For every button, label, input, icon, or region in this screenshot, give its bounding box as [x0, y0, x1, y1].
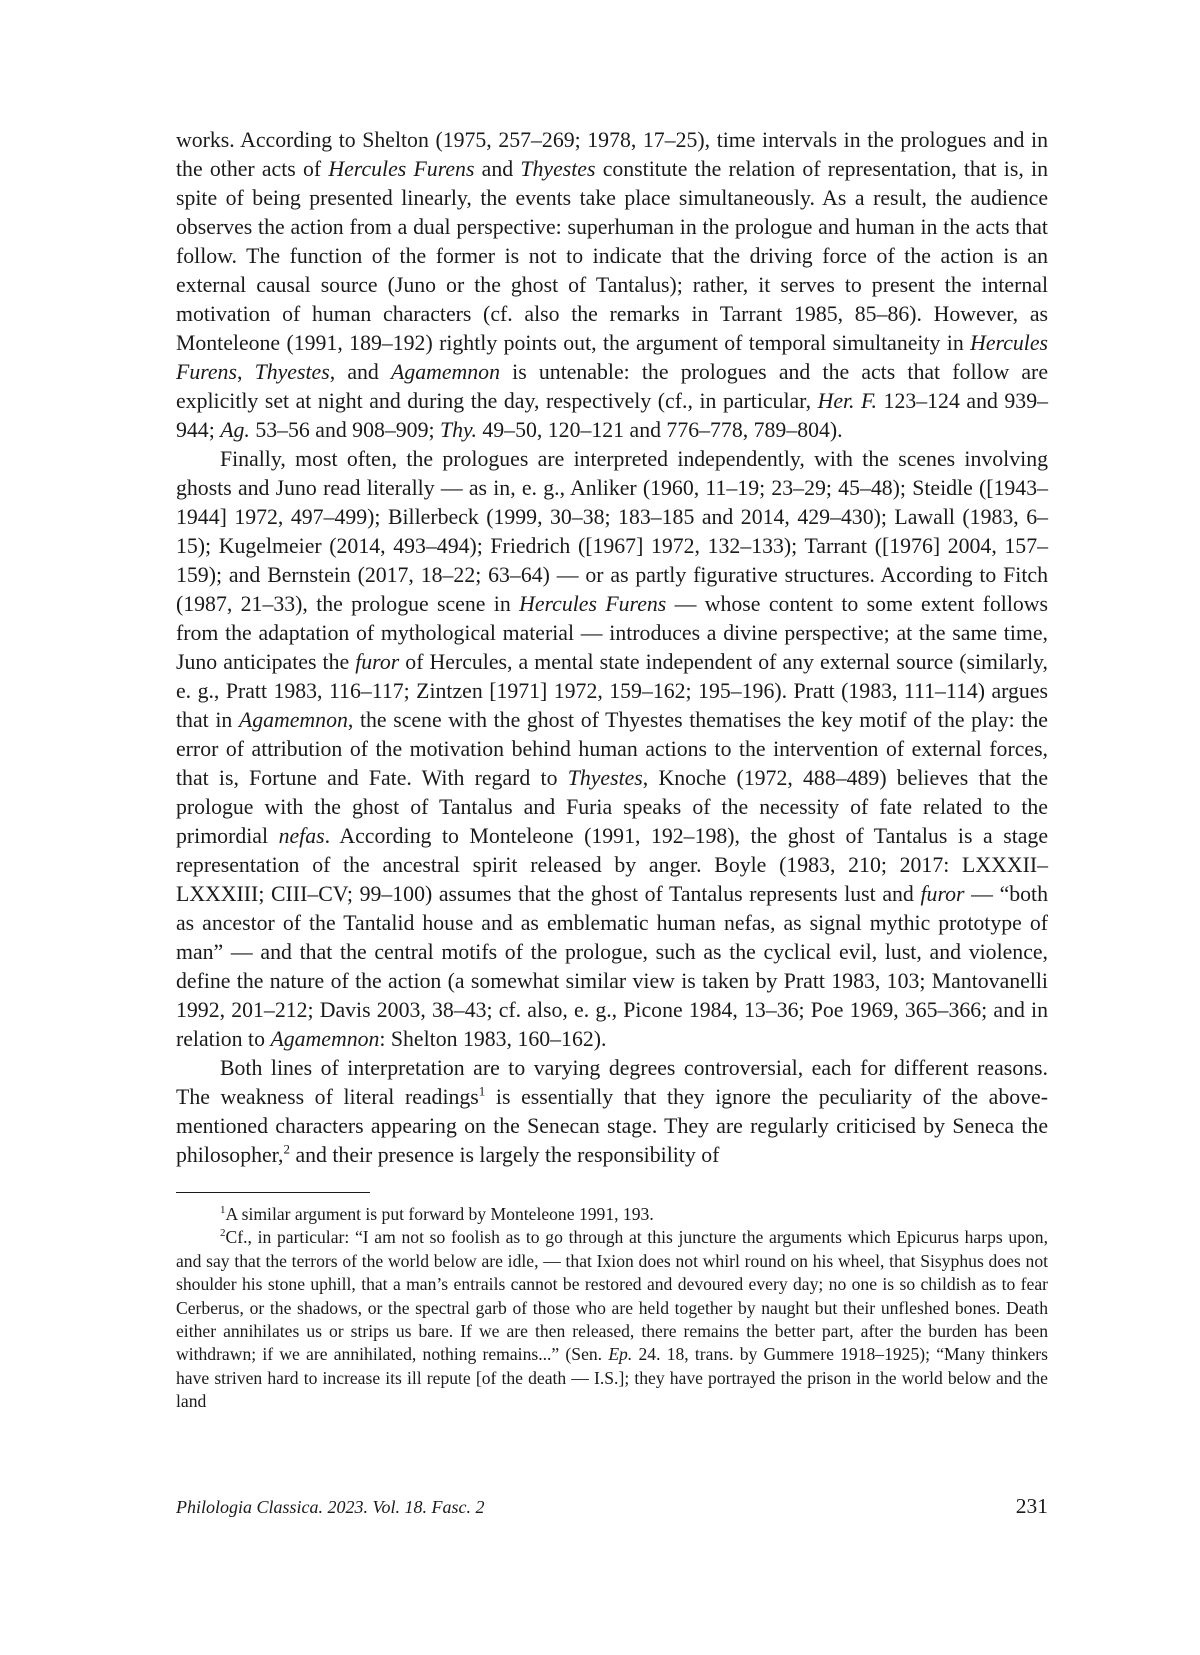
italic-text: Agamemnon — [391, 360, 500, 384]
italic-text: Her. F. — [817, 389, 878, 413]
italic-text: furor — [355, 650, 400, 674]
italic-text: Agamemnon — [238, 708, 348, 732]
italic-text: Ep. — [608, 1344, 633, 1365]
italic-text: nefas — [278, 824, 325, 848]
italic-text: Thyestes — [254, 360, 330, 384]
italic-text: Thy. — [439, 418, 477, 442]
journal-citation: Philologia Classica. 2023. Vol. 18. Fasc. 2 — [176, 1497, 485, 1517]
footnote-marker[interactable]: 1 — [478, 1083, 486, 1099]
italic-text: Hercules Furens — [328, 157, 475, 181]
footnote-marker[interactable]: 1 — [220, 1204, 226, 1217]
italic-text: Hercules Furens — [519, 592, 667, 616]
body-paragraph-3: Both lines of interpretation are to varying degrees controversial, each for different reasons. The weakness of literal readings$^1$ is essentially that they ignore the peculiarity of the above-mentioned characters appearing on the Senecan stage. They are regularly criticised by Seneca the philosopher,$^2$ and their presence is largely the responsibility of — [176, 1056, 1048, 1167]
page-content — [176, 126, 1048, 1414]
footnote-separator — [176, 1192, 370, 1193]
italic-text: furor — [920, 882, 965, 906]
body-paragraph-1: works. According to Shelton (1975, 257–269; 1978, 17–25), time intervals in the prologues and in the other acts of Hercules Furens and Thyestes constitute the relation of representation, that is, in spite of being presented linearly, the events take place simultaneously. As a result, the audience observes the action from a dual perspective: superhuman in the prologue and human in the acts that follow. The function of the former is not to indicate that the driving force of the action is an external causal source (Juno or the ghost of Tantalus); rather, it serves to present the internal motivation of human characters (cf. also the remarks in Tarrant 1985, 85–86). However, as Monteleone (1991, 189–192) rightly points out, the argument of temporal simultaneity in Hercules Furens, Thyestes, and Agamemnon is untenable: the prologues and the acts that follow are explicitly set at night and during the day, respectively (cf., in particular, Her. F. 123–124 and 939–944; Ag. 53–56 and 908–909; Thy. 49–50, 120–121 and 776–778, 789–804). — [176, 128, 1049, 442]
footnote-1: $^1$A similar argument is put forward by Monteleone 1991, 193. — [220, 1204, 654, 1224]
page-footer — [176, 1494, 1048, 1519]
page-number: 231 — [1015, 1494, 1048, 1518]
body-paragraph-2: Finally, most often, the prologues are interpreted independently, with the scenes involving ghosts and Juno read literally — as in, e. g., Anliker (1960, 11–19; 23–29; 45–48); Steidle ([1943–1944] 1972, 497–499); Billerbeck (1999, 30–38; 183–185 and 2014, 429–430); Lawall (1983, 6–15); Kugelmeier (2014, 493–494); Friedrich ([1967] 1972, 132–133); Tarrant ([1976] 2004, 157–159); and Bernstein (2017, 18–22; 63–64) — or as partly figurative structures. According to Fitch (1987, 21–33), the prologue scene in Hercules Furens — whose content to some extent follows from the adaptation of mythological material — introduces a divine perspective; at the same time, Juno anticipates the furor of Hercules, a mental state independent of any external source (similarly, e. g., Pratt 1983, 116–117; Zintzen [1971] 1972, 159–162; 195–196). Pratt (1983, 111–114) argues that in Agamemnon, the scene with the ghost of Thyestes thematises the key motif of the play: the error of attribution of the motivation behind human actions to the intervention of external forces, that is, Fortune and Fate. With regard to Thyestes, Knoche (1972, 488–489) believes that the prologue with the ghost of Tantalus and Furia speaks of the necessity of fate related to the primordial nefas. According to Monteleone (1991, 192–198), the ghost of Tantalus is a stage representation of the ancestral spirit released by anger. Boyle (1983, 210; 2017: LXXXII–LXXXIII; CIII–CV; 99–100) assumes that the ghost of Tantalus represents lust and furor — “both as ancestor of the Tantalid house and as emblematic human nefas, as signal mythic prototype of man” — and that the central motifs of the prologue, such as the cyclical evil, lust, and violence, define the nature of the action (a somewhat similar view is taken by Pratt 1983, 103; Mantovanelli 1992, 201–212; Davis 2003, 38–43; cf. also, e. g., Picone 1984, 13–36; Poe 1969, 365–366; and in relation to Agamemnon: Shelton 1983, 160–162). — [176, 447, 1049, 1051]
italic-text: Ag. — [220, 418, 250, 442]
footnote-2: $^2$Cf., in particular: “I am not so foolish as to go through at this juncture the arguments which Epicurus harps upon, and say that the terrors of the world below are idle, — that Ixion does not whirl round on his wheel, that Sisyphus does not shoulder his stone uphill, that a man’s entrails cannot be restored and devoured every day; no one is so childish as to fear Cerberus, or the shadows, or the spectral garb of those who are held together by naught but their unfleshed bones. Death either annihilates us or strips us bare. If we are then released, there remains the better part, after the burden has been withdrawn; if we are annihilated, nothing remains...” (Sen. Ep. 24. 18, trans. by Gummere 1918–1925); “Many thinkers have striven hard to increase its ill repute [of the death — I.S.]; they have portrayed the prison in the world below and the land — [176, 1227, 1049, 1412]
italic-text: Thyestes — [567, 766, 643, 790]
italic-text: Agamemnon — [270, 1027, 380, 1051]
footnote-marker[interactable]: 2 — [283, 1141, 290, 1157]
footnote-marker[interactable]: 2 — [220, 1227, 226, 1240]
italic-text: Thyestes — [520, 157, 596, 181]
italic-text: Hercules Furens — [176, 331, 1048, 384]
